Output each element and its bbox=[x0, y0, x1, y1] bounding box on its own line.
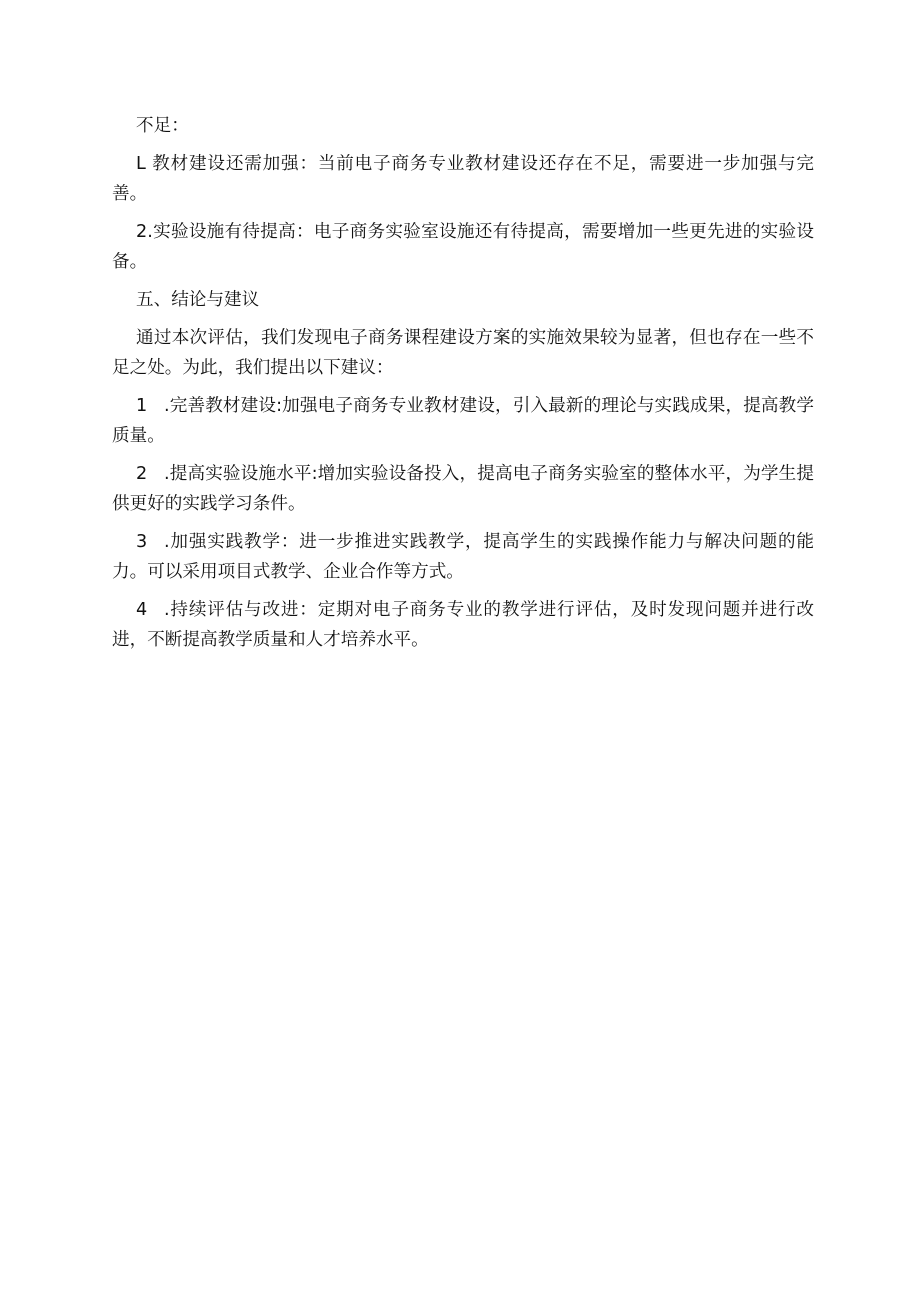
shortcoming-number-1: L bbox=[136, 154, 146, 174]
suggestion-text-2: .提高实验设施水平:增加实验设备投入，提高电子商务实验室的整体水平，为学生提供更好的实践学习条件。 bbox=[112, 464, 814, 514]
suggestion-number-4: 4 bbox=[136, 600, 148, 620]
shortcomings-label: 不足： bbox=[136, 116, 189, 136]
suggestion-item-3 bbox=[112, 527, 814, 587]
suggestion-item-2 bbox=[112, 459, 814, 519]
suggestion-item-1 bbox=[112, 391, 814, 451]
shortcoming-item-1 bbox=[112, 149, 814, 209]
section-heading: 五、结论与建议 bbox=[136, 290, 260, 310]
document-body bbox=[112, 111, 814, 663]
suggestion-item-4 bbox=[112, 595, 814, 655]
suggestion-number-3: 3 bbox=[136, 532, 148, 552]
suggestion-number-2: 2 bbox=[136, 464, 148, 484]
suggestion-text-1: .完善教材建设:加强电子商务专业教材建设，引入最新的理论与实践成果，提高教学质量。 bbox=[112, 396, 814, 446]
suggestion-text-3: .加强实践教学：进一步推进实践教学，提高学生的实践操作能力与解决问题的能力。可以采用项目式教学、企业合作等方式。 bbox=[112, 532, 814, 582]
shortcoming-text-1: 教材建设还需加强：当前电子商务专业教材建设还存在不足，需要进一步加强与完善。 bbox=[112, 154, 814, 204]
shortcoming-number-2: 2. bbox=[136, 222, 153, 242]
suggestion-number-1: 1 bbox=[136, 396, 148, 416]
conclusion-paragraph: 通过本次评估，我们发现电子商务课程建设方案的实施效果较为显著，但也存在一些不足之处。为此，我们提出以下建议： bbox=[112, 328, 814, 378]
suggestion-text-4: .持续评估与改进：定期对电子商务专业的教学进行评估，及时发现问题并进行改进，不断提高教学质量和人才培养水平。 bbox=[112, 600, 814, 650]
shortcoming-item-2 bbox=[112, 217, 814, 277]
shortcoming-text-2: 实验设施有待提高：电子商务实验室设施还有待提高，需要增加一些更先进的实验设备。 bbox=[112, 222, 814, 272]
